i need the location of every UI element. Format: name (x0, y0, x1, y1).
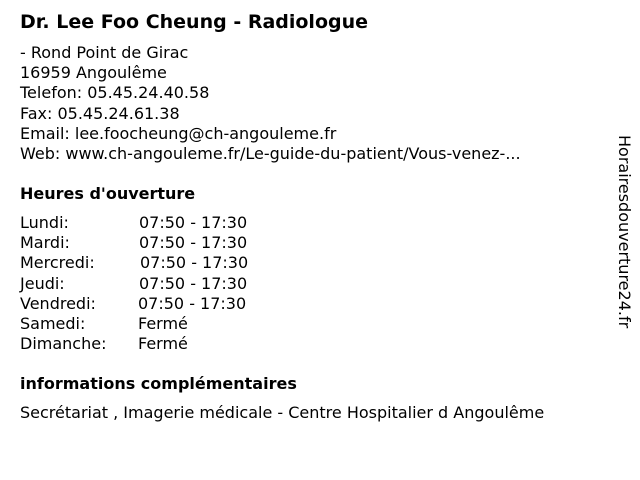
hours-time-value: 07:50 - 17:30 (138, 293, 247, 313)
hours-row-monday (20, 213, 320, 233)
address-street: - Rond Point de Girac (20, 43, 189, 62)
hours-day-label: Samedi: (20, 313, 86, 333)
contact-block (20, 43, 521, 164)
email-address: Email: lee.foocheung@ch-angouleme.fr (20, 123, 337, 143)
site-brand-watermark: Horairesdouverture24.fr (615, 135, 634, 329)
address-city: 16959 Angoulême (20, 63, 167, 83)
hours-day-label: Vendredi: (20, 293, 96, 313)
additional-info-heading: informations complémentaires (20, 374, 297, 393)
hours-day-label: Mercredi: (20, 253, 95, 273)
hours-row-sunday (20, 334, 320, 354)
opening-hours-heading: Heures d'ouverture (20, 184, 196, 203)
hours-day-label: Mardi: (20, 233, 70, 253)
opening-hours-list (20, 213, 320, 354)
hours-day-label: Dimanche: (20, 334, 107, 354)
hours-time-value: 07:50 - 17:30 (139, 273, 248, 293)
hours-time-value: 07:50 - 17:30 (140, 253, 249, 273)
hours-row-friday (20, 294, 320, 314)
hours-time-value: Fermé (138, 313, 188, 333)
hours-row-wednesday (20, 253, 320, 273)
fax-number: Fax: 05.45.24.61.38 (20, 103, 180, 123)
website-url: Web: www.ch-angouleme.fr/Le-guide-du-patient/Vous-venez-... (20, 143, 521, 163)
hours-row-thursday (20, 274, 320, 294)
additional-info-text: Secrétariat , Imagerie médicale - Centre Hospitalier d Angoulême (20, 403, 545, 422)
hours-row-tuesday (20, 233, 320, 253)
hours-time-value: 07:50 - 17:30 (139, 213, 248, 232)
page-title: Dr. Lee Foo Cheung - Radiologue (20, 11, 369, 33)
phone-number: Telefon: 05.45.24.40.58 (20, 83, 210, 103)
hours-row-saturday (20, 314, 320, 334)
hours-time-value: Fermé (138, 334, 188, 354)
hours-day-label: Lundi: (20, 213, 69, 232)
hours-day-label: Jeudi: (20, 273, 65, 293)
hours-time-value: 07:50 - 17:30 (139, 233, 248, 253)
